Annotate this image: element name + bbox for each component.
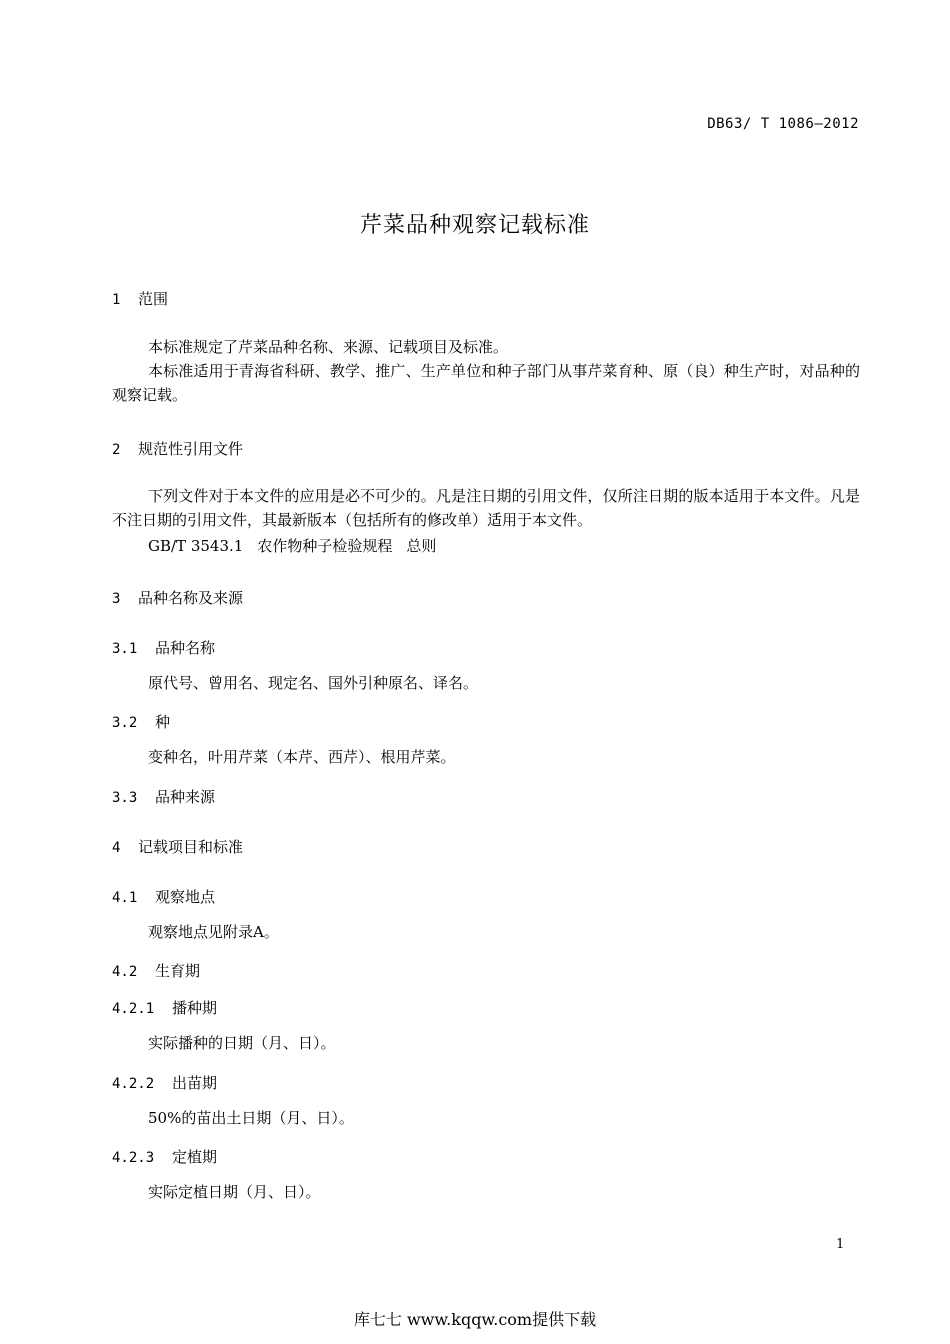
section-number: 1 <box>112 292 121 308</box>
section-title: 范围 <box>138 290 169 308</box>
document-code: DB63/ T 1086—2012 <box>707 116 859 132</box>
reference-title: 农作物种子检验规程 <box>257 537 393 555</box>
section-number: 4.2.1 <box>112 1001 155 1017</box>
section-number: 4.1 <box>112 890 138 906</box>
paragraph: 本标准适用于青海省科研、教学、推广、生产单位和种子部门从事芹菜育种、原（良）种生产时，对品种的观察记载。 <box>112 362 860 404</box>
paragraph: 原代号、曾用名、现定名、国外引种原名、译名。 <box>148 674 479 692</box>
download-footer: 库七七 www.kqqw.com提供下载 <box>353 1310 597 1329</box>
section-title: 生育期 <box>155 962 201 980</box>
paragraph: 50%的苗出土日期（月、日）。 <box>148 1109 354 1127</box>
subsection-3-2-heading <box>112 711 170 732</box>
section-number: 4.2.3 <box>112 1150 155 1166</box>
section-number: 3 <box>112 591 121 607</box>
section-number: 3.2 <box>112 715 138 731</box>
section-title: 品种名称 <box>155 639 216 657</box>
section-2-heading <box>112 438 243 459</box>
section-title: 播种期 <box>172 999 218 1017</box>
section-title: 定植期 <box>172 1148 218 1166</box>
section-title: 品种来源 <box>155 788 216 806</box>
document-title: 芹菜品种观察记载标准 <box>359 213 590 238</box>
paragraph: 下列文件对于本文件的应用是必不可少的。凡是注日期的引用文件，仅所注日期的版本适用于本文件。凡是不注日期的引用文件，其最新版本（包括所有的修改单）适用于本文件。 <box>112 487 860 529</box>
subsection-3-3-heading <box>112 786 215 807</box>
paragraph: 变种名，叶用芹菜（本芹、西芹）、根用芹菜。 <box>148 748 456 766</box>
section-1-heading <box>112 288 168 309</box>
section-title: 品种名称及来源 <box>138 589 244 607</box>
reference-subtitle: 总则 <box>406 537 437 555</box>
paragraph: 实际定植日期（月、日）。 <box>148 1183 321 1201</box>
subsection-4-2-1-heading <box>112 997 217 1018</box>
page-number: 1 <box>836 1237 845 1252</box>
subsection-3-1-heading <box>112 637 215 658</box>
subsection-4-2-2-heading <box>112 1072 217 1093</box>
section-number: 3.1 <box>112 641 138 657</box>
section-4-heading <box>112 836 243 857</box>
section-number: 2 <box>112 442 121 458</box>
paragraph: 本标准规定了芹菜品种名称、来源、记载项目及标准。 <box>148 338 509 356</box>
subsection-4-1-heading <box>112 886 215 907</box>
section-title: 出苗期 <box>172 1074 218 1092</box>
section-number: 4.2 <box>112 964 138 980</box>
section-title: 观察地点 <box>155 888 216 906</box>
section-number: 3.3 <box>112 790 138 806</box>
subsection-4-2-heading <box>112 960 200 981</box>
section-3-heading <box>112 587 243 608</box>
section-number: 4 <box>112 840 121 856</box>
section-number: 4.2.2 <box>112 1076 155 1092</box>
paragraph: 实际播种的日期（月、日）。 <box>148 1034 336 1052</box>
section-title: 记载项目和标准 <box>138 838 244 856</box>
reference-code: GB/T 3543.1 <box>148 537 244 555</box>
normative-reference <box>112 534 860 558</box>
section-title: 种 <box>155 713 171 731</box>
paragraph: 观察地点见附录A。 <box>148 923 279 941</box>
section-title: 规范性引用文件 <box>138 440 244 458</box>
subsection-4-2-3-heading <box>112 1146 217 1167</box>
